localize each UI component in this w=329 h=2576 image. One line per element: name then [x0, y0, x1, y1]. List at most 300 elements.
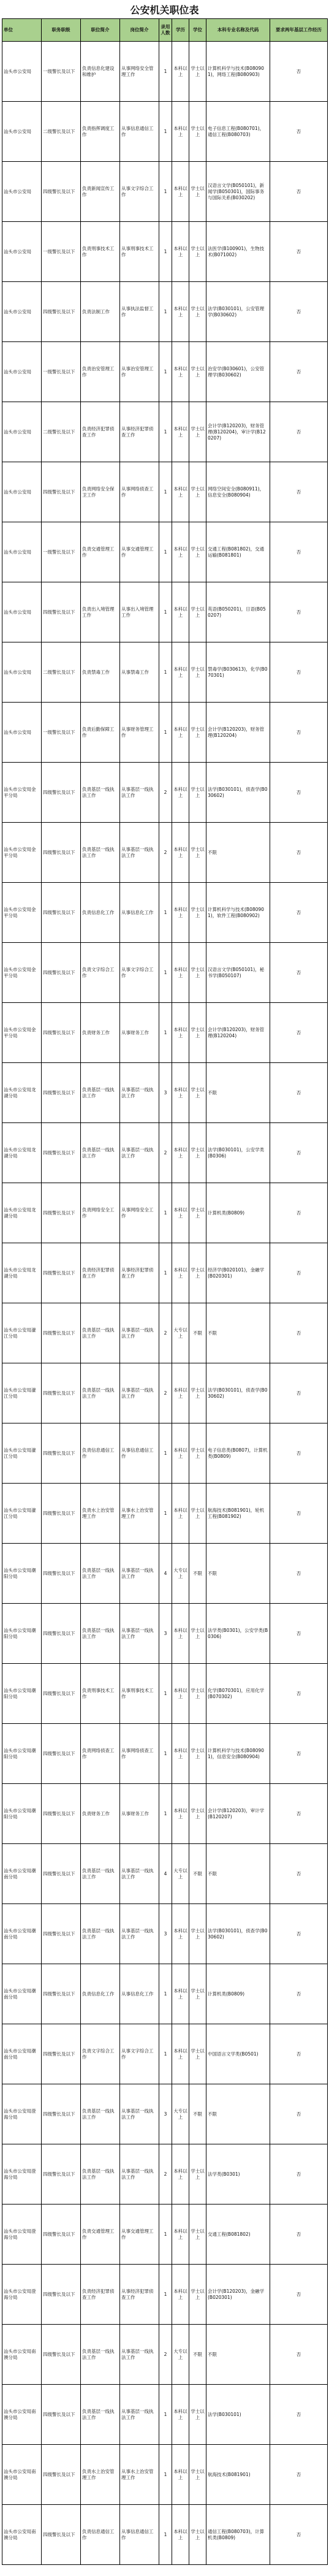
- table-cell: 从事基层一线执法工作: [120, 1844, 159, 1904]
- table-cell: 大专以上: [172, 1544, 189, 1604]
- table-cell: 否: [270, 1604, 328, 1664]
- table-row: [2, 1784, 328, 1844]
- table-cell: 负责基层一线执法工作: [81, 1904, 120, 1964]
- table-cell: 学士以上: [189, 42, 206, 102]
- table-cell: 大专以上: [172, 2084, 189, 2144]
- table-cell: 3: [159, 1063, 172, 1123]
- table-cell: 计算机类(B0809): [206, 1183, 270, 1243]
- table-cell: 学士以上: [189, 703, 206, 763]
- table-cell: 四级警长及以下: [42, 2385, 81, 2445]
- table-cell: 否: [270, 342, 328, 402]
- table-cell: 航海技术(B081901)，轮机工程(B081902): [206, 1484, 270, 1544]
- table-cell: 否: [270, 943, 328, 1003]
- table-cell: 四级警长及以下: [42, 2265, 81, 2325]
- table-cell: 2: [159, 823, 172, 883]
- table-cell: 学士以上: [189, 1664, 206, 1724]
- column-header: 职位简介: [81, 19, 120, 42]
- table-cell: 否: [270, 1243, 328, 1303]
- table-cell: 负责基层一线执法工作: [81, 1363, 120, 1423]
- table-row: [2, 2084, 328, 2144]
- table-cell: 大专以上: [172, 1303, 189, 1363]
- table-cell: 汉语言文学(B050101)，新闻学(B050301)，国际事务与国际关系(B030202): [206, 162, 270, 222]
- table-cell: 不限: [206, 823, 270, 883]
- table-cell: 计算机类(B0809): [206, 1964, 270, 2024]
- table-cell: 本科以上: [172, 642, 189, 703]
- table-cell: 从事执法监督工作: [120, 282, 159, 342]
- table-cell: 学士以上: [189, 2505, 206, 2565]
- table-cell: 一级警长及以下: [42, 342, 81, 402]
- table-cell: 四级警长及以下: [42, 1423, 81, 1484]
- table-cell: 负责基层一线执法工作: [81, 823, 120, 883]
- table-cell: 负责基层一线执法工作: [81, 1063, 120, 1123]
- table-cell: 负责信息化工作: [81, 1964, 120, 2024]
- table-cell: 四级警长及以下: [42, 1724, 81, 1784]
- table-cell: 负责后勤保障工作: [81, 703, 120, 763]
- table-cell: 4: [159, 1544, 172, 1604]
- table-cell: 从事基层一线执法工作: [120, 1303, 159, 1363]
- table-cell: 会计学(B120203)，财务管理(B120204): [206, 703, 270, 763]
- table-cell: 否: [270, 1063, 328, 1123]
- table-cell: 本科以上: [172, 1243, 189, 1303]
- table-cell: 从事基层一线执法工作: [120, 823, 159, 883]
- table-cell: 从事禁毒工作: [120, 642, 159, 703]
- table-cell: 1: [159, 642, 172, 703]
- table-cell: 本科以上: [172, 2144, 189, 2204]
- table-cell: 从事基层一线执法工作: [120, 2385, 159, 2445]
- table-cell: 本科以上: [172, 42, 189, 102]
- table-cell: 学士以上: [189, 402, 206, 462]
- table-cell: 1: [159, 282, 172, 342]
- table-row: [2, 102, 328, 162]
- table-cell: 否: [270, 462, 328, 522]
- table-cell: 从事水上治安管理工作: [120, 2445, 159, 2505]
- table-cell: 本科以上: [172, 943, 189, 1003]
- table-body: [2, 42, 328, 2565]
- table-cell: 学士以上: [189, 102, 206, 162]
- table-cell: 1: [159, 1484, 172, 1544]
- table-cell: 汕头市公安局南澳分局: [2, 2445, 42, 2505]
- table-cell: 禁毒学(B030613)，化学(B070301): [206, 642, 270, 703]
- table-cell: 四级警长及以下: [42, 1123, 81, 1183]
- table-cell: 否: [270, 2084, 328, 2144]
- table-cell: 汕头市公安局潮南分局: [2, 1964, 42, 2024]
- table-cell: 否: [270, 2505, 328, 2565]
- table-cell: 不限: [206, 1303, 270, 1363]
- table-cell: 从事基层一线执法工作: [120, 1604, 159, 1664]
- table-cell: 本科以上: [172, 1784, 189, 1844]
- table-cell: 负责财务工作: [81, 1003, 120, 1063]
- table-cell: 会计学(B120203)，审计学(B120207): [206, 1784, 270, 1844]
- table-cell: 汕头市公安局澄海分局: [2, 2265, 42, 2325]
- table-cell: 本科以上: [172, 162, 189, 222]
- table-cell: 四级警长及以下: [42, 462, 81, 522]
- table-cell: 四级警长及以下: [42, 763, 81, 823]
- table-cell: 学士以上: [189, 1604, 206, 1664]
- table-cell: 2: [159, 1303, 172, 1363]
- table-cell: 学士以上: [189, 943, 206, 1003]
- table-cell: 治安学(B030601)，公安管理学(B030602): [206, 342, 270, 402]
- table-cell: 四级警长及以下: [42, 883, 81, 943]
- table-cell: 二级警长及以下: [42, 402, 81, 462]
- table-cell: 四级警长及以下: [42, 2325, 81, 2385]
- table-cell: 1: [159, 2445, 172, 2505]
- table-cell: 1: [159, 1664, 172, 1724]
- table-cell: 汕头市公安局: [2, 42, 42, 102]
- table-row: [2, 2204, 328, 2265]
- table-cell: 汕头市公安局濠江分局: [2, 1363, 42, 1423]
- table-cell: 负责基层一线执法工作: [81, 2144, 120, 2204]
- table-cell: 汕头市公安局潮阳分局: [2, 1664, 42, 1724]
- table-cell: 学士以上: [189, 1183, 206, 1243]
- table-cell: 从事交通管理工作: [120, 2204, 159, 2265]
- table-cell: 法学(B030101)，侦查学(B030602): [206, 1363, 270, 1423]
- table-cell: 负责基层一线执法工作: [81, 2084, 120, 2144]
- table-cell: 否: [270, 1003, 328, 1063]
- table-cell: 否: [270, 42, 328, 102]
- table-cell: 不限: [206, 2084, 270, 2144]
- table-cell: 1: [159, 943, 172, 1003]
- table-cell: 本科以上: [172, 2505, 189, 2565]
- table-cell: 否: [270, 763, 328, 823]
- table-cell: 汕头市公安局龙湖分局: [2, 1183, 42, 1243]
- table-cell: 汕头市公安局: [2, 642, 42, 703]
- table-cell: 汕头市公安局南澳分局: [2, 2505, 42, 2565]
- table-cell: 学士以上: [189, 1784, 206, 1844]
- table-cell: 否: [270, 1844, 328, 1904]
- table-cell: 1: [159, 402, 172, 462]
- table-cell: 中国语言文学类(B0501): [206, 2024, 270, 2084]
- table-cell: 学士以上: [189, 1904, 206, 1964]
- table-cell: 四级警长及以下: [42, 2505, 81, 2565]
- table-cell: 否: [270, 1664, 328, 1724]
- table-header: [2, 19, 328, 42]
- table-cell: 四级警长及以下: [42, 2024, 81, 2084]
- table-row: [2, 763, 328, 823]
- table-cell: 一级警长及以下: [42, 522, 81, 582]
- table-cell: 从事基层一线执法工作: [120, 1363, 159, 1423]
- table-cell: 1: [159, 162, 172, 222]
- table-cell: 汕头市公安局澄海分局: [2, 2204, 42, 2265]
- table-cell: 不限: [206, 1544, 270, 1604]
- table-cell: 负责信息通信工作: [81, 2505, 120, 2565]
- table-cell: 汕头市公安局: [2, 342, 42, 402]
- table-cell: 1: [159, 522, 172, 582]
- page: [2, 2, 327, 2565]
- table-cell: 本科以上: [172, 2204, 189, 2265]
- table-cell: 本科以上: [172, 763, 189, 823]
- column-header: 录用人数: [159, 19, 172, 42]
- table-cell: 否: [270, 162, 328, 222]
- table-row: [2, 2505, 328, 2565]
- table-cell: 电子信息类(B0807)，计算机类(B0809): [206, 1423, 270, 1484]
- table-cell: 四级警长及以下: [42, 1844, 81, 1904]
- table-cell: 汕头市公安局: [2, 222, 42, 282]
- table-cell: 本科以上: [172, 462, 189, 522]
- table-cell: 汕头市公安局金平分局: [2, 943, 42, 1003]
- table-cell: 学士以上: [189, 2024, 206, 2084]
- table-cell: 负责新闻宣传工作: [81, 162, 120, 222]
- table-cell: 负责信息化工作: [81, 883, 120, 943]
- table-cell: 1: [159, 703, 172, 763]
- table-row: [2, 1423, 328, 1484]
- table-cell: 负责禁毒工作: [81, 642, 120, 703]
- table-cell: 否: [270, 1183, 328, 1243]
- table-cell: 电子信息工程(B080701)，通信工程(B080703): [206, 102, 270, 162]
- table-cell: 本科以上: [172, 703, 189, 763]
- table-cell: 从事信息通信工作: [120, 2505, 159, 2565]
- table-cell: 负责治安管理工作: [81, 342, 120, 402]
- table-row: [2, 582, 328, 642]
- table-cell: 本科以上: [172, 1604, 189, 1664]
- table-cell: 学士以上: [189, 282, 206, 342]
- table-cell: 本科以上: [172, 1724, 189, 1784]
- table-cell: 本科以上: [172, 1183, 189, 1243]
- table-cell: 1: [159, 582, 172, 642]
- table-cell: 汕头市公安局潮阳分局: [2, 1544, 42, 1604]
- table-cell: 学士以上: [189, 1423, 206, 1484]
- table-cell: 2: [159, 1363, 172, 1423]
- table-cell: 否: [270, 2024, 328, 2084]
- table-cell: 1: [159, 222, 172, 282]
- table-row: [2, 522, 328, 582]
- table-cell: 从事刑事技术工作: [120, 222, 159, 282]
- table-cell: 英语(B050201)，日语(B050207): [206, 582, 270, 642]
- table-row: [2, 642, 328, 703]
- table-cell: 四级警长及以下: [42, 943, 81, 1003]
- table-cell: 交通工程(B081802)，交通运输(B081801): [206, 522, 270, 582]
- table-cell: 学士以上: [189, 642, 206, 703]
- positions-table: [2, 18, 328, 2565]
- table-cell: 从事基层一线执法工作: [120, 763, 159, 823]
- table-cell: 本科以上: [172, 2024, 189, 2084]
- table-cell: 从事基层一线执法工作: [120, 1063, 159, 1123]
- table-cell: 学士以上: [189, 1123, 206, 1183]
- table-cell: 3: [159, 2084, 172, 2144]
- table-cell: 四级警长及以下: [42, 1484, 81, 1544]
- table-cell: 负责指挥调度工作: [81, 102, 120, 162]
- table-cell: 负责经济犯罪侦查工作: [81, 1243, 120, 1303]
- table-cell: 法学(B030101)，侦查学(B030602): [206, 1904, 270, 1964]
- column-header: 单位: [2, 19, 42, 42]
- table-cell: 本科以上: [172, 582, 189, 642]
- table-cell: 四级警长及以下: [42, 2204, 81, 2265]
- table-cell: 汕头市公安局南澳分局: [2, 2385, 42, 2445]
- table-cell: 否: [270, 883, 328, 943]
- table-cell: 从事基层一线执法工作: [120, 2325, 159, 2385]
- table-row: [2, 1363, 328, 1423]
- table-row: [2, 703, 328, 763]
- table-cell: 1: [159, 1003, 172, 1063]
- table-cell: 不限: [206, 2325, 270, 2385]
- table-cell: 四级警长及以下: [42, 1604, 81, 1664]
- table-cell: 从事网络安全管理工作: [120, 42, 159, 102]
- table-row: [2, 1243, 328, 1303]
- table-cell: 从事基层一线执法工作: [120, 1123, 159, 1183]
- table-cell: 汕头市公安局: [2, 522, 42, 582]
- table-row: [2, 1063, 328, 1123]
- table-cell: 从事交通管理工作: [120, 522, 159, 582]
- table-row: [2, 1183, 328, 1243]
- table-cell: 四级警长及以下: [42, 1063, 81, 1123]
- table-row: [2, 342, 328, 402]
- table-cell: 不限: [189, 1303, 206, 1363]
- table-cell: 汕头市公安局金平分局: [2, 763, 42, 823]
- table-cell: 否: [270, 823, 328, 883]
- table-row: [2, 1003, 328, 1063]
- table-cell: 通信工程(B080703)，计算机类(B0809): [206, 2505, 270, 2565]
- table-cell: 从事出入境管理工作: [120, 582, 159, 642]
- table-cell: 从事信息化工作: [120, 883, 159, 943]
- table-cell: 负责法制工作: [81, 282, 120, 342]
- table-cell: 否: [270, 402, 328, 462]
- table-cell: 负责网络侦查工作: [81, 1724, 120, 1784]
- table-cell: 大专以上: [172, 1844, 189, 1904]
- table-cell: 不限: [189, 2325, 206, 2385]
- table-cell: 不限: [206, 1844, 270, 1904]
- table-cell: 1: [159, 2505, 172, 2565]
- table-cell: 负责基层一线执法工作: [81, 2385, 120, 2445]
- table-cell: 汕头市公安局澄海分局: [2, 2144, 42, 2204]
- table-cell: 四级警长及以下: [42, 2144, 81, 2204]
- table-cell: 汕头市公安局: [2, 402, 42, 462]
- table-cell: 从事文字综合工作: [120, 943, 159, 1003]
- table-cell: 汕头市公安局南澳分局: [2, 2325, 42, 2385]
- table-cell: 不限: [189, 1544, 206, 1604]
- column-header: 本科专业名称及代码: [206, 19, 270, 42]
- table-cell: 3: [159, 1604, 172, 1664]
- table-cell: 法学(B030101): [206, 2385, 270, 2445]
- table-cell: 本科以上: [172, 883, 189, 943]
- table-cell: 一级警长及以下: [42, 222, 81, 282]
- table-cell: 1: [159, 42, 172, 102]
- table-cell: 学士以上: [189, 1363, 206, 1423]
- table-row: [2, 2024, 328, 2084]
- table-cell: 3: [159, 1904, 172, 1964]
- table-cell: 交通工程(B081802): [206, 2204, 270, 2265]
- table-cell: 汕头市公安局: [2, 162, 42, 222]
- table-cell: 1: [159, 1784, 172, 1844]
- table-cell: 学士以上: [189, 2265, 206, 2325]
- table-cell: 法学(B030101)，公安学类(B0306): [206, 1123, 270, 1183]
- table-cell: 负责刑事技术工作: [81, 1664, 120, 1724]
- table-cell: 1: [159, 462, 172, 522]
- column-header: 学历: [172, 19, 189, 42]
- table-cell: 汕头市公安局: [2, 282, 42, 342]
- table-cell: 否: [270, 102, 328, 162]
- table-cell: 否: [270, 1123, 328, 1183]
- table-cell: 四级警长及以下: [42, 823, 81, 883]
- table-cell: 汉语言文学(B050101)，秘书学(B050107): [206, 943, 270, 1003]
- table-cell: 四级警长及以下: [42, 582, 81, 642]
- table-cell: 从事治安管理工作: [120, 342, 159, 402]
- table-cell: 本科以上: [172, 2385, 189, 2445]
- table-cell: 计算机科学与技术(B080901)，信息安全(B080904): [206, 1724, 270, 1784]
- table-cell: 否: [270, 2144, 328, 2204]
- table-cell: 学士以上: [189, 582, 206, 642]
- table-cell: 本科以上: [172, 1904, 189, 1964]
- table-cell: 本科以上: [172, 1003, 189, 1063]
- table-cell: 本科以上: [172, 1063, 189, 1123]
- table-cell: 本科以上: [172, 1363, 189, 1423]
- table-cell: 四级警长及以下: [42, 1303, 81, 1363]
- table-cell: 学士以上: [189, 522, 206, 582]
- table-cell: 本科以上: [172, 102, 189, 162]
- table-cell: 四级警长及以下: [42, 1544, 81, 1604]
- table-cell: 法医学(B100901)，生物技术(B071002): [206, 222, 270, 282]
- table-cell: 法学类(B0301)，公安学类(B0306): [206, 1604, 270, 1664]
- table-cell: 否: [270, 1904, 328, 1964]
- table-cell: 汕头市公安局金平分局: [2, 823, 42, 883]
- table-cell: 负责财务工作: [81, 1784, 120, 1844]
- table-cell: 从事网络侦查工作: [120, 1724, 159, 1784]
- table-cell: 学士以上: [189, 462, 206, 522]
- table-cell: 负责网络安全工作: [81, 1183, 120, 1243]
- table-cell: 二级警长及以下: [42, 102, 81, 162]
- table-cell: 从事基层一线执法工作: [120, 2084, 159, 2144]
- header-row: [2, 19, 328, 42]
- table-cell: 2: [159, 1123, 172, 1183]
- table-row: [2, 1844, 328, 1904]
- table-row: [2, 162, 328, 222]
- table-cell: 经济学(B020101)，金融学(B020301): [206, 1243, 270, 1303]
- table-cell: 从事财务工作: [120, 1784, 159, 1844]
- table-cell: 1: [159, 102, 172, 162]
- table-cell: 四级警长及以下: [42, 2445, 81, 2505]
- table-cell: 2: [159, 763, 172, 823]
- table-cell: 学士以上: [189, 1964, 206, 2024]
- table-cell: 1: [159, 1243, 172, 1303]
- table-row: [2, 2445, 328, 2505]
- table-cell: 2: [159, 2144, 172, 2204]
- table-cell: 四级警长及以下: [42, 1904, 81, 1964]
- table-row: [2, 2265, 328, 2325]
- table-cell: 汕头市公安局龙湖分局: [2, 1123, 42, 1183]
- table-cell: 汕头市公安局潮阳分局: [2, 1604, 42, 1664]
- table-cell: 1: [159, 342, 172, 402]
- table-cell: 会计学(B120203)，金融学(B020301): [206, 2265, 270, 2325]
- table-cell: 否: [270, 2265, 328, 2325]
- table-cell: 否: [270, 522, 328, 582]
- table-cell: 否: [270, 1303, 328, 1363]
- table-cell: 负责交通管理工作: [81, 522, 120, 582]
- table-cell: 从事信息通信工作: [120, 102, 159, 162]
- table-cell: 从事经济犯罪侦查工作: [120, 1243, 159, 1303]
- table-cell: 负责网络安全保卫工作: [81, 462, 120, 522]
- table-cell: 学士以上: [189, 1724, 206, 1784]
- table-cell: 学士以上: [189, 1063, 206, 1123]
- table-cell: 本科以上: [172, 2265, 189, 2325]
- table-cell: 从事财务管理工作: [120, 703, 159, 763]
- table-row: [2, 462, 328, 522]
- table-cell: 汕头市公安局濠江分局: [2, 1423, 42, 1484]
- table-cell: 1: [159, 1183, 172, 1243]
- table-cell: 四级警长及以下: [42, 1784, 81, 1844]
- table-cell: 从事信息通信工作: [120, 1423, 159, 1484]
- table-row: [2, 1544, 328, 1604]
- table-cell: 从事网络安全工作: [120, 1183, 159, 1243]
- table-cell: 汕头市公安局龙湖分局: [2, 1243, 42, 1303]
- table-cell: 学士以上: [189, 162, 206, 222]
- table-cell: 1: [159, 2265, 172, 2325]
- table-cell: 从事信息化工作: [120, 1964, 159, 2024]
- table-row: [2, 1724, 328, 1784]
- table-cell: 4: [159, 1844, 172, 1904]
- table-cell: 从事财务工作: [120, 1003, 159, 1063]
- table-cell: 二级警长及以下: [42, 642, 81, 703]
- table-cell: 本科以上: [172, 823, 189, 883]
- table-cell: 2: [159, 2325, 172, 2385]
- table-cell: 从事经济犯罪侦查工作: [120, 402, 159, 462]
